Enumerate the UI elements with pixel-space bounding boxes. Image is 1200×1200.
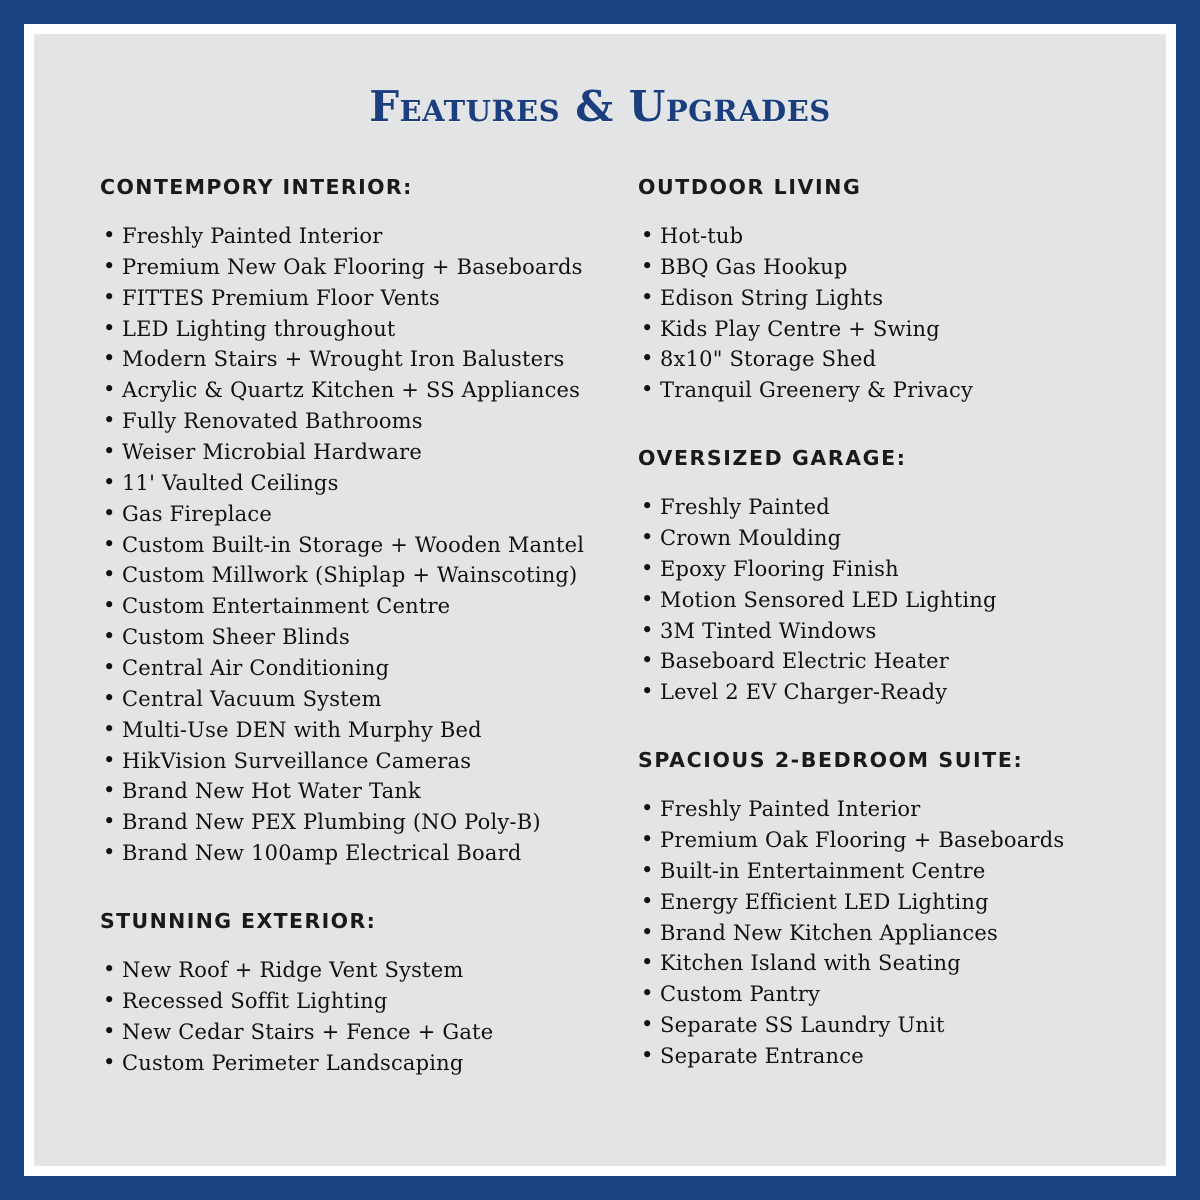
list-item: • Separate Entrance	[638, 1041, 1130, 1072]
list-item: • Kids Play Centre + Swing	[638, 314, 1130, 345]
list-item: • Weiser Microbial Hardware	[100, 437, 594, 468]
list-item: • Built-in Entertainment Centre	[638, 856, 1130, 887]
list-item: • Custom Sheer Blinds	[100, 622, 594, 653]
list-item: • Premium New Oak Flooring + Baseboards	[100, 252, 594, 283]
list-item: • Brand New Hot Water Tank	[100, 776, 594, 807]
list-item: • 8x10" Storage Shed	[638, 344, 1130, 375]
list-item: • Epoxy Flooring Finish	[638, 554, 1130, 585]
list-item: • Premium Oak Flooring + Baseboards	[638, 825, 1130, 856]
section-outdoor-living	[638, 175, 1130, 406]
list-item: • FITTES Premium Floor Vents	[100, 283, 594, 314]
list-item: • Central Air Conditioning	[100, 653, 594, 684]
list-item: • 11' Vaulted Ceilings	[100, 468, 594, 499]
section-heading: SPACIOUS 2-BEDROOM SUITE:	[638, 748, 1024, 773]
section-heading: OVERSIZED GARAGE:	[638, 446, 907, 471]
list-item: • Modern Stairs + Wrought Iron Balusters	[100, 344, 594, 375]
list-item: • New Roof + Ridge Vent System	[100, 955, 594, 986]
section-oversized-garage	[638, 446, 1130, 708]
list-item: • Acrylic & Quartz Kitchen + SS Appliances	[100, 375, 594, 406]
list-item: • New Cedar Stairs + Fence + Gate	[100, 1017, 594, 1048]
list-item: • Custom Built-in Storage + Wooden Mantel	[100, 530, 594, 561]
list-item: • Gas Fireplace	[100, 499, 594, 530]
section-stunning-exterior	[100, 909, 594, 1078]
list-item: • Custom Pantry	[638, 979, 1130, 1010]
list-item: • Brand New PEX Plumbing (NO Poly-B)	[100, 807, 594, 838]
list-item: • Custom Millwork (Shiplap + Wainscoting)	[100, 560, 594, 591]
list-item: • Motion Sensored LED Lighting	[638, 585, 1130, 616]
white-inner-frame	[24, 24, 1176, 1176]
list-item: • Fully Renovated Bathrooms	[100, 406, 594, 437]
list-item: • Hot-tub	[638, 221, 1130, 252]
feature-list	[100, 221, 594, 869]
list-item: • Multi-Use DEN with Murphy Bed	[100, 715, 594, 746]
list-item: • LED Lighting throughout	[100, 314, 594, 345]
feature-list	[638, 492, 1130, 708]
list-item: • BBQ Gas Hookup	[638, 252, 1130, 283]
section-heading: CONTEMPORY INTERIOR:	[100, 175, 413, 199]
feature-list	[638, 794, 1130, 1072]
list-item: • Custom Perimeter Landscaping	[100, 1048, 594, 1079]
list-item: • 3M Tinted Windows	[638, 616, 1130, 647]
list-item: • Kitchen Island with Seating	[638, 948, 1130, 979]
list-item: • Central Vacuum System	[100, 684, 594, 715]
list-item: • Crown Moulding	[638, 523, 1130, 554]
list-item: • Edison String Lights	[638, 283, 1130, 314]
page-title: Features & Upgrades	[369, 82, 831, 131]
section-heading: STUNNING EXTERIOR:	[100, 909, 377, 934]
section-contempory-interior	[100, 175, 594, 869]
list-item: • Level 2 EV Charger-Ready	[638, 677, 1130, 708]
left-column	[70, 175, 600, 1084]
features-upgrades-page	[34, 34, 1166, 1166]
list-item: • Brand New Kitchen Appliances	[638, 918, 1130, 949]
list-item: • Freshly Painted Interior	[100, 221, 594, 252]
list-item: • Separate SS Laundry Unit	[638, 1010, 1130, 1041]
list-item: • Brand New 100amp Electrical Board	[100, 838, 594, 869]
list-item: • Custom Entertainment Centre	[100, 591, 594, 622]
section-spacious-2-bedroom-suite	[638, 748, 1130, 1072]
list-item: • Freshly Painted Interior	[638, 794, 1130, 825]
list-item: • Energy Efficient LED Lighting	[638, 887, 1130, 918]
list-item: • Freshly Painted	[638, 492, 1130, 523]
list-item: • Tranquil Greenery & Privacy	[638, 375, 1130, 406]
list-item: • Recessed Soffit Lighting	[100, 986, 594, 1017]
right-column	[600, 175, 1130, 1078]
feature-list	[100, 955, 594, 1078]
list-item: • Baseboard Electric Heater	[638, 646, 1130, 677]
list-item: • HikVision Surveillance Cameras	[100, 746, 594, 777]
section-heading: OUTDOOR LIVING	[638, 175, 862, 199]
feature-list	[638, 221, 1130, 406]
content-columns	[70, 175, 1130, 1084]
